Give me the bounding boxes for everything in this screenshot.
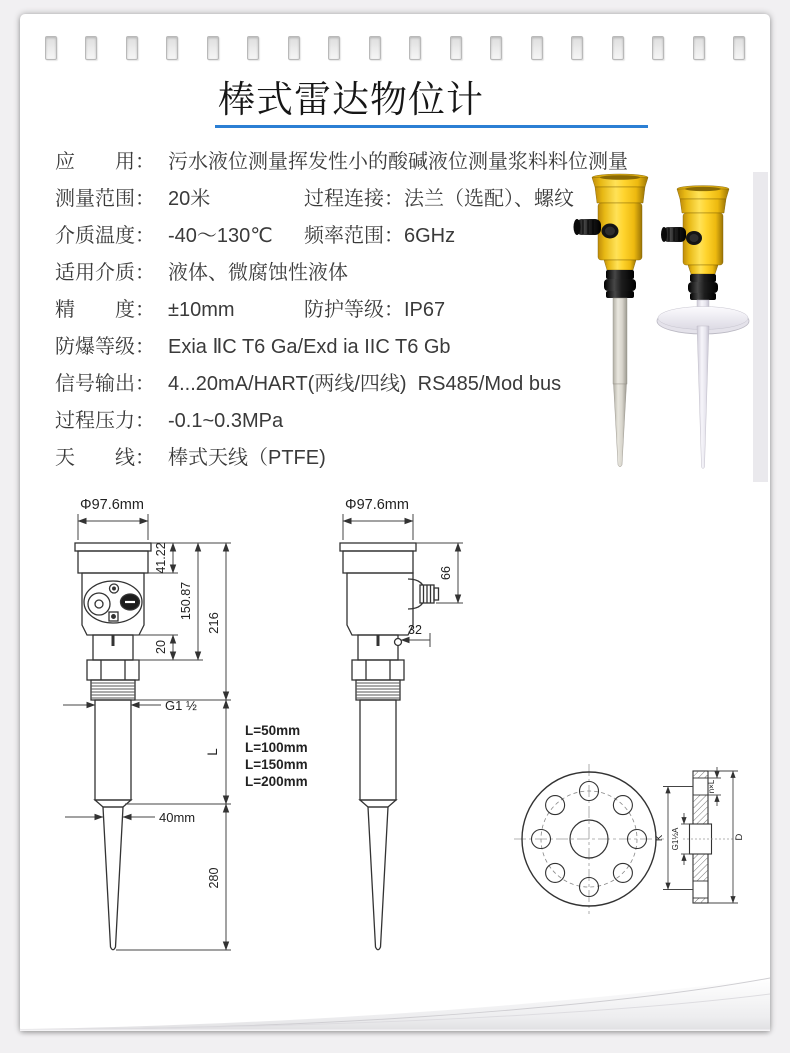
front-view-drawing <box>55 495 335 995</box>
dim-cap-height: 41.22 <box>154 542 168 574</box>
rod-length-option: L=200mm <box>245 774 308 789</box>
rod-length-option: L=50mm <box>245 723 301 738</box>
binder-hole <box>652 36 664 60</box>
dim-taper-length: 280 <box>207 867 221 889</box>
dim-gland-height: 66 <box>439 566 453 580</box>
spec-row-explosion-proof <box>55 329 745 366</box>
binder-hole <box>207 36 219 60</box>
binder-hole <box>288 36 300 60</box>
front-view-dimensions <box>63 514 231 950</box>
spec-label: 测量范围： <box>55 188 155 210</box>
binder-hole <box>571 36 583 60</box>
spec-label: 介质温度： <box>55 225 155 247</box>
flange-front-view <box>514 764 664 914</box>
side-view-drawing <box>330 495 520 995</box>
binder-hole <box>369 36 381 60</box>
dim-neck-width: 32 <box>408 623 422 637</box>
spec-label-2: 过程连接： <box>304 188 404 210</box>
dim-outer-diameter: D <box>734 833 745 841</box>
dim-body-height: 150.87 <box>179 581 193 621</box>
spec-row-signal-output <box>55 366 745 403</box>
spec-row-range <box>55 181 745 218</box>
binder-hole <box>612 36 624 60</box>
spec-row-accuracy <box>55 292 745 329</box>
spec-label: 应 用： <box>55 151 155 173</box>
spec-row-temperature <box>55 218 745 255</box>
dim-neck-height: 20 <box>154 640 168 654</box>
binder-hole <box>450 36 462 60</box>
dim-diameter: Φ97.6mm <box>80 497 144 513</box>
spec-row-antenna <box>55 440 745 477</box>
spec-value: -0.1~0.3MPa <box>168 410 284 432</box>
spec-value: 棒式天线（PTFE) <box>168 447 326 469</box>
page-curl <box>20 974 770 1031</box>
spec-row-pressure <box>55 403 745 440</box>
dim-rod-length: L <box>205 748 220 756</box>
dim-bolt-holes: n×L <box>707 779 716 794</box>
dim-bolt-circle: K <box>654 834 665 842</box>
binder-hole <box>45 36 57 60</box>
spec-value: -40～130℃ <box>168 225 273 247</box>
title-underline <box>215 125 648 128</box>
rod-length-option: L=100mm <box>245 740 308 755</box>
binder-hole <box>531 36 543 60</box>
spec-value: 4...20mA/HART(两线/四线) RS485/Mod bus <box>168 373 562 395</box>
spec-value: Exia ⅡC T6 Ga/Exd ia IIC T6 Gb <box>168 336 451 358</box>
spec-value-2: 法兰（选配）、螺纹 <box>404 188 574 210</box>
spec-row-media <box>55 255 745 292</box>
binder-hole <box>126 36 138 60</box>
spec-value: 污水液位测量挥发性小的酸碱液位测量浆料料位测量 <box>168 151 628 173</box>
side-view-outline <box>340 543 439 950</box>
spec-value: 液体、微腐蚀性液体 <box>168 262 348 284</box>
spec-value: ±10mm <box>168 299 235 321</box>
photo-edge-band <box>753 172 768 482</box>
rod-length-option: L=150mm <box>245 757 308 772</box>
spec-label: 过程压力： <box>55 410 155 432</box>
dim-taper-width: 40mm <box>159 810 196 825</box>
page-title: 棒式雷达物位计 <box>218 79 484 120</box>
spec-list <box>55 144 745 477</box>
spec-label: 防爆等级： <box>55 336 155 358</box>
dim-thread: G1½A <box>671 827 680 851</box>
binder-hole <box>409 36 421 60</box>
spec-label-2: 频率范围： <box>304 225 404 247</box>
binder-hole <box>490 36 502 60</box>
spec-label: 天 线： <box>55 447 155 469</box>
front-view-outline <box>75 543 151 950</box>
flange-drawing <box>505 748 775 938</box>
binder-hole <box>693 36 705 60</box>
spec-value-2: IP67 <box>404 299 446 321</box>
document-page <box>20 14 770 1031</box>
binder-hole <box>85 36 97 60</box>
dim-total-height: 216 <box>206 612 221 634</box>
dim-thread: G1 ½ <box>165 698 197 713</box>
spec-label: 信号输出： <box>55 373 155 395</box>
spec-value: 20米 <box>168 188 211 210</box>
binder-holes <box>45 36 745 59</box>
binder-hole <box>166 36 178 60</box>
spec-value-2: 6GHz <box>404 225 456 247</box>
spec-label-2: 防护等级： <box>304 299 404 321</box>
binder-hole <box>733 36 745 60</box>
spec-row-application <box>55 144 745 181</box>
spec-label: 适用介质： <box>55 262 155 284</box>
dim-diameter: Φ97.6mm <box>345 497 409 513</box>
spec-label: 精 度： <box>55 299 155 321</box>
binder-hole <box>247 36 259 60</box>
binder-hole <box>328 36 340 60</box>
